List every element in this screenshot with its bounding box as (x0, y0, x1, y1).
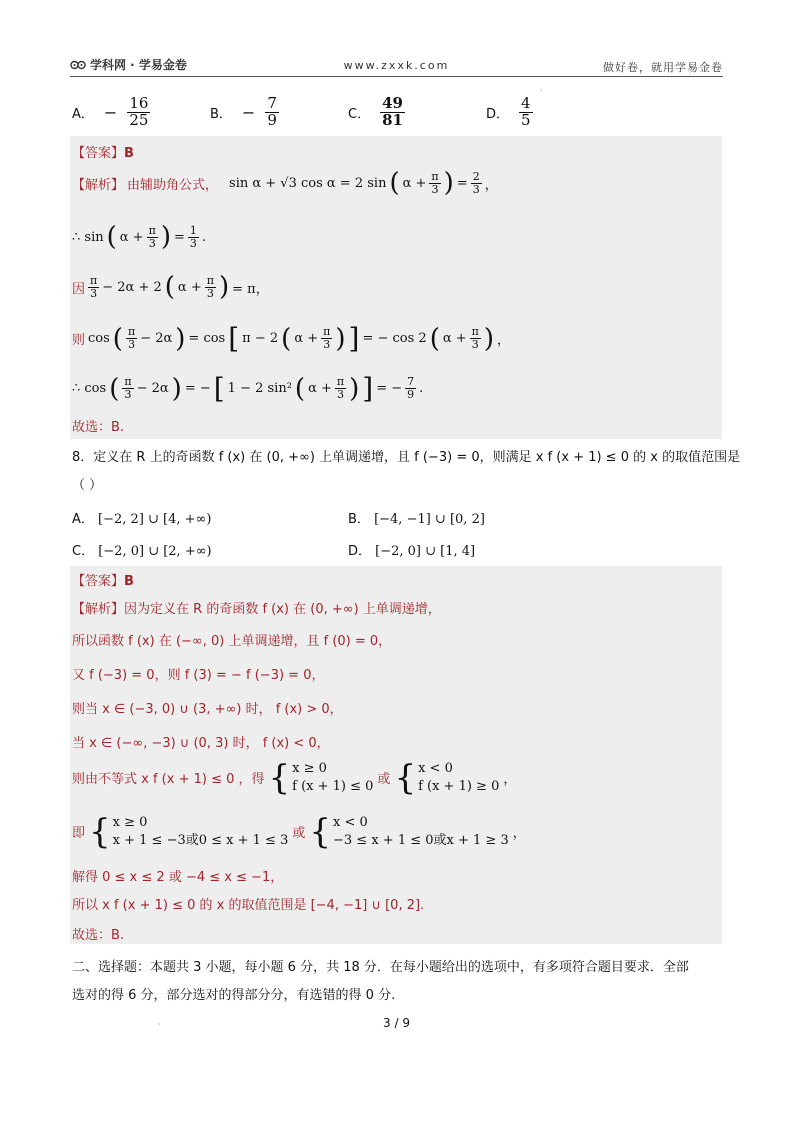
stray-mark: ' (540, 88, 543, 97)
brace-glyph: { (309, 811, 332, 852)
logo-text: 学科网 · 学易金卷 (90, 58, 187, 72)
option-fraction (265, 96, 279, 129)
site-url: www.zxxk.com (343, 59, 450, 72)
q8-analysis-line-5: 当 x ∈ (−∞, −3) ∪ (0, 3) 时， f (x) < 0， (72, 736, 330, 751)
q8-option-b (348, 508, 485, 527)
punct: ， (497, 333, 511, 348)
math-expr: α + (442, 331, 467, 346)
option-label: C． (72, 544, 95, 559)
punct: . (419, 381, 424, 396)
option-fraction (519, 96, 533, 129)
q8-analysis-line-7 (72, 811, 526, 852)
analysis-tag: 【解析】 (72, 602, 125, 617)
system-lines (333, 814, 509, 849)
paren-open: ( (109, 373, 120, 404)
system-lines (113, 814, 289, 849)
system-2 (394, 757, 500, 798)
bracket-open: [ (228, 322, 240, 355)
fraction (188, 225, 199, 249)
math-expr: π − 2 (242, 331, 279, 346)
denominator: 9 (407, 388, 415, 401)
denominator: 25 (129, 110, 149, 129)
page-number: 3 / 9 (383, 1016, 410, 1030)
analysis-text: 因为定义在 R 的奇函数 f (x) 在 (0, +∞) 上单调递增， (124, 602, 441, 617)
analysis-text: 由辅助角公式， (127, 177, 219, 193)
math-expr: α + (402, 175, 427, 191)
q8-analysis-line-9: 所以 x f (x + 1) ≤ 0 的 x 的取值范围是 [−4, −1] ∪ [0, 2]. (72, 898, 425, 913)
denominator: 3 (471, 338, 479, 351)
system-lines (292, 760, 373, 795)
stray-mark: ' (158, 1022, 161, 1031)
fraction (405, 376, 416, 400)
system-lines (418, 760, 499, 795)
option-value: [−2, 2] ∪ [4, +∞) (98, 512, 212, 527)
numerator: 49 (382, 94, 403, 112)
answer-tag: 【答案】 (72, 146, 125, 161)
math-expr: cos (88, 331, 110, 346)
numerator: π (127, 325, 136, 339)
paren-close: ) (483, 323, 495, 354)
q7-option-b (210, 96, 279, 129)
system-line: x ≥ 0 (292, 761, 327, 776)
paren-close: ) (443, 168, 454, 198)
answer-value: B (124, 146, 134, 161)
analysis-text: 因 (72, 281, 86, 297)
fraction (335, 376, 346, 400)
q7-analysis-line-4 (72, 322, 510, 355)
math-expr: ∴ sin (72, 229, 104, 245)
q7-analysis-line-3 (72, 272, 269, 302)
q8-answer-line (72, 570, 134, 589)
paren-open: ( (294, 373, 306, 404)
fraction (471, 171, 482, 195)
denominator: 3 (90, 286, 98, 300)
q8-stem: 8．定义在 R 上的奇函数 f (x) 在 (0, +∞) 上单调递增，且 f (−3) = 0，则满足 x f (x + 1) ≤ 0 的 x 的取值范围是 (72, 450, 741, 465)
numerator: π (471, 325, 479, 339)
paren-open: ( (389, 168, 400, 198)
system-line: x ≥ 0 (112, 815, 148, 830)
option-label: B． (210, 106, 232, 122)
denominator: 3 (206, 286, 214, 300)
paren-close: ) (171, 373, 182, 404)
denominator: 5 (521, 110, 531, 129)
system-line: x + 1 ≤ −3或0 ≤ x + 1 ≤ 3 (112, 832, 289, 848)
math-expr: − 2α + 2 (102, 279, 162, 295)
q8-answer-block (70, 566, 722, 944)
numerator: π (124, 375, 132, 389)
section2-line-1: 二、选择题：本题共 3 小题，每小题 6 分，共 18 分．在每小题给出的选项中，有多项符合题目要求．全部 (72, 960, 689, 975)
q8-analysis-line-6 (72, 757, 517, 798)
fraction (88, 275, 99, 299)
paren-open: ( (164, 272, 175, 302)
answer-value: B (124, 574, 134, 589)
numerator: 1 (189, 223, 197, 237)
paren-close: ) (218, 272, 230, 302)
paren-open: ( (112, 323, 123, 354)
analysis-tag: 【解析】 (72, 177, 125, 193)
page-header (70, 54, 723, 77)
punct: . (201, 229, 207, 245)
numerator: 16 (129, 94, 149, 112)
math-expr: 1 − 2 sin² (227, 381, 292, 396)
q7-option-c (348, 96, 405, 129)
q8-analysis-line-8: 解得 0 ≤ x ≤ 2 或 −4 ≤ x ≤ −1， (72, 870, 284, 885)
fraction (147, 225, 158, 249)
math-expr: = π， (232, 281, 269, 297)
option-label: B． (348, 512, 370, 527)
option-sign: − (103, 102, 118, 122)
option-label: D． (348, 544, 372, 559)
equals: = (456, 175, 468, 191)
fraction (470, 326, 481, 350)
analysis-text: 即 (72, 826, 86, 842)
denominator: 3 (189, 236, 197, 250)
brace-glyph: { (89, 811, 111, 852)
denominator: 3 (124, 388, 132, 401)
math-expr: = − (184, 381, 211, 396)
paren-close: ) (160, 222, 171, 252)
or-word: 或 (377, 772, 391, 788)
equals: = (173, 229, 185, 245)
option-fraction (380, 96, 405, 129)
math-expr: α + (308, 381, 332, 396)
numerator: 7 (267, 94, 277, 112)
option-label: A． (72, 512, 94, 527)
q7-option-a (72, 96, 150, 129)
denominator: 3 (472, 182, 480, 196)
numerator: π (323, 325, 331, 339)
denominator: 9 (267, 110, 277, 129)
denominator: 3 (337, 388, 344, 401)
bracket-close: ] (348, 322, 360, 355)
numerator: π (206, 273, 214, 287)
q8-conclusion: 故选：B. (72, 928, 125, 943)
math-expr: = cos (188, 331, 226, 346)
math-expr: − 2α (140, 331, 173, 346)
q7-conclusion: 故选：B. (72, 420, 125, 435)
or-word: 或 (292, 826, 306, 842)
bracket-close: ] (362, 372, 374, 405)
system-2 (309, 811, 509, 852)
q8-analysis-line-3: 又 f (−3) = 0，则 f (3) = − f (−3) = 0， (72, 668, 325, 683)
numerator: 4 (521, 94, 531, 112)
analysis-text: 则由不等式 x f (x + 1) ≤ 0 ，得 (72, 772, 265, 788)
numerator: π (148, 223, 156, 237)
option-sign: − (241, 102, 256, 122)
analysis-text: 则 (72, 333, 86, 348)
math-expr: sin α + √3 cos α = 2 sin (229, 175, 387, 191)
math-expr: ∴ cos (72, 381, 107, 396)
answer-tag: 【答案】 (72, 574, 125, 589)
math-expr: = − cos 2 (362, 331, 427, 346)
q8-option-c (72, 540, 212, 559)
fraction (126, 326, 137, 350)
system-line: −3 ≤ x + 1 ≤ 0或x + 1 ≥ 3 (333, 832, 509, 848)
paren-open: ( (429, 323, 440, 354)
system-line: x < 0 (418, 761, 453, 776)
option-fraction (127, 96, 150, 129)
paren-open: ( (281, 323, 292, 354)
punct: ， (503, 772, 517, 788)
q8-paren: （ ） (72, 478, 103, 493)
denominator: 3 (431, 182, 439, 196)
q7-answer-line (72, 142, 134, 161)
denominator: 3 (148, 236, 156, 250)
denominator: 3 (323, 338, 331, 351)
system-line: f (x + 1) ≤ 0 (292, 778, 374, 794)
punct: ， (512, 826, 526, 842)
option-value: [−2, 0] ∪ [1, 4] (375, 544, 476, 559)
math-expr: α + (294, 331, 319, 346)
header-slogan: 做好卷，就用学易金卷 (603, 61, 723, 74)
paren-close: ) (175, 323, 186, 354)
q8-option-d (348, 540, 475, 559)
option-value: [−2, 0] ∪ [2, +∞) (98, 544, 212, 559)
bracket-open: [ (213, 372, 225, 405)
option-label: A． (72, 106, 94, 122)
system-line: x < 0 (333, 815, 368, 830)
math-expr: − 2α (136, 381, 169, 396)
q8-analysis-line-2: 所以函数 f (x) 在 (−∞, 0) 上单调递增，且 f (0) = 0， (72, 634, 392, 649)
denominator: 3 (128, 338, 136, 351)
numerator: π (431, 169, 439, 183)
system-1 (89, 811, 289, 852)
option-label: C． (348, 106, 371, 122)
system-1 (268, 757, 374, 798)
paren-close: ) (335, 323, 346, 354)
paren-close: ) (349, 373, 360, 404)
paren-open: ( (106, 222, 117, 252)
fraction (429, 171, 440, 195)
math-expr: α + (177, 279, 202, 295)
denominator: 81 (382, 110, 403, 129)
numerator: 2 (472, 169, 480, 183)
q7-analysis-line-5 (72, 372, 423, 405)
punct: ， (484, 177, 498, 193)
section2-line-2: 选对的得 6 分，部分选对的得部分分，有选错的得 0 分. (72, 988, 396, 1003)
q7-analysis-line-2 (72, 222, 206, 252)
math-expr: α + (119, 229, 144, 245)
fraction (122, 376, 133, 400)
q8-analysis-line-1 (72, 598, 441, 617)
q8-option-a (72, 508, 211, 527)
q7-analysis-line-1 (72, 168, 498, 198)
fraction (321, 326, 332, 350)
option-value: [−4, −1] ∪ [0, 2] (374, 512, 485, 527)
numerator: π (336, 375, 345, 389)
q7-option-d (486, 96, 533, 129)
fraction (205, 275, 216, 299)
q8-analysis-line-4: 则当 x ∈ (−3, 0) ∪ (3, +∞) 时， f (x) > 0， (72, 702, 343, 717)
numerator: π (90, 273, 98, 287)
math-expr: = − (376, 381, 403, 396)
numerator: 7 (407, 375, 415, 389)
brace-glyph: { (268, 757, 291, 798)
brace-glyph: { (394, 757, 417, 798)
option-label: D． (486, 106, 510, 122)
system-line: f (x + 1) ≥ 0 (418, 778, 500, 794)
